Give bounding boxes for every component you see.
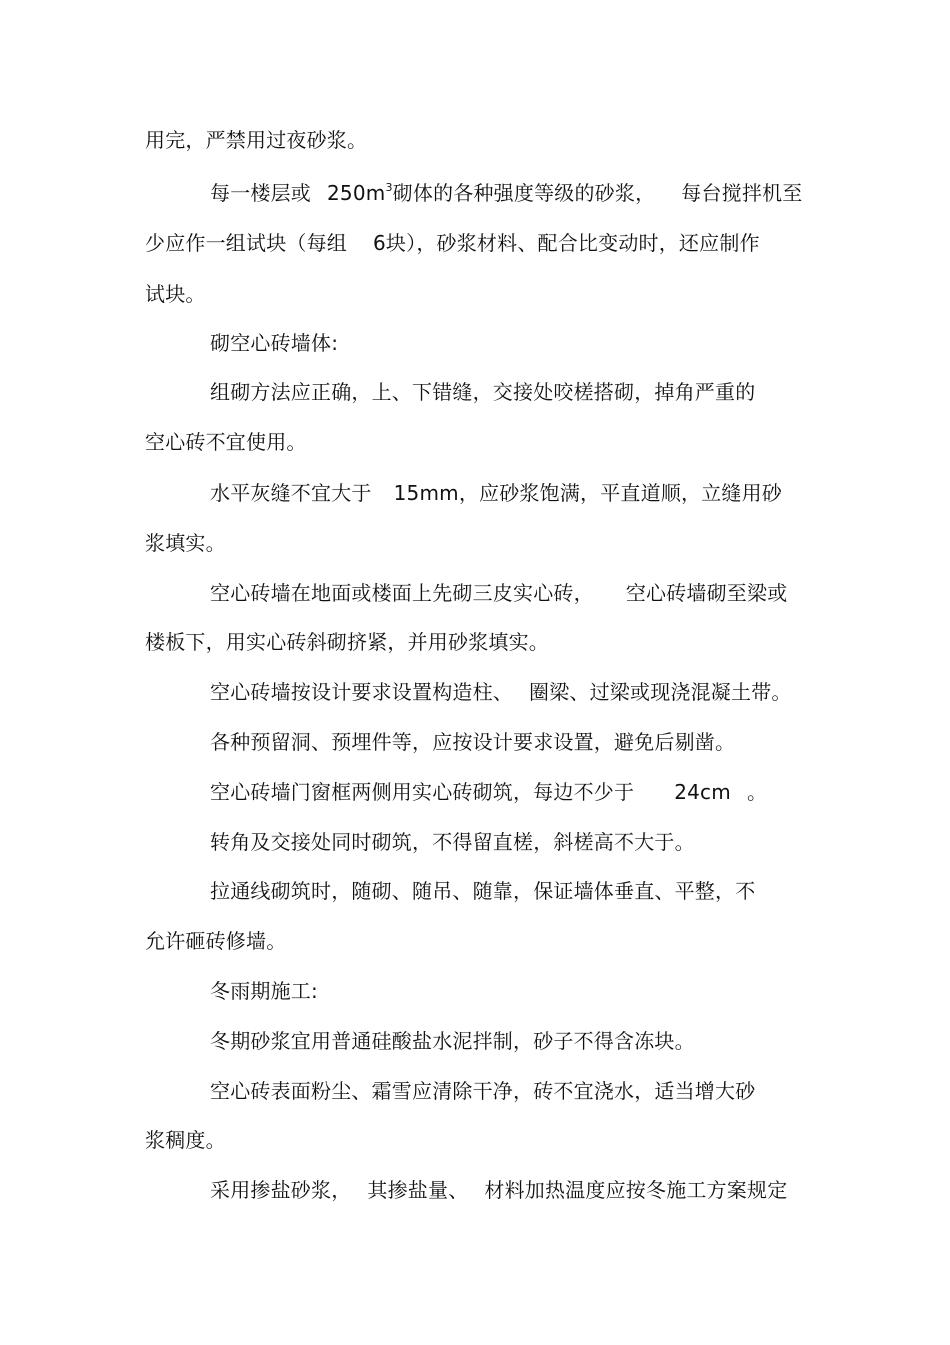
text-segment: 组砌方法应正确，上、下错缝，交接处咬槎搭砌，掉角严重的	[210, 380, 756, 404]
text-segment: 楼板下，用实心砖斜砌挤紧，并用砂浆填实。	[145, 630, 549, 654]
text-segment: 用完，严禁用过夜砂浆。	[145, 128, 368, 152]
text-segment: 砌空心砖墙体:	[210, 331, 339, 355]
text-segment: 250m	[327, 181, 386, 205]
text-segment: 材料加热温度应按冬施工方案规定	[484, 1178, 788, 1202]
section-heading	[210, 978, 318, 1004]
text-segment: 每台搅拌机至	[681, 181, 803, 205]
text-line	[145, 530, 226, 556]
text-segment: 试块。	[145, 282, 206, 306]
text-segment: 空心砖墙在地面或楼面上先砌三皮实心砖，	[210, 581, 594, 605]
text-line	[210, 878, 755, 904]
text-segment: 浆填实。	[145, 531, 226, 555]
text-line	[210, 1028, 695, 1054]
text-segment: 冬雨期施工:	[210, 979, 318, 1003]
text-line	[210, 379, 755, 405]
text-line	[145, 1127, 226, 1153]
text-line	[210, 180, 802, 206]
text-line	[210, 829, 695, 855]
text-segment: 砌体的各种强度等级的砂浆，	[392, 181, 656, 205]
text-line	[145, 429, 307, 455]
text-line	[145, 281, 206, 307]
text-segment: 圈梁、过梁或现浇混凝土带。	[529, 680, 792, 704]
text-segment: 拉通线砌筑时，随砌、随吊、随靠，保证墙体垂直、平整，不	[210, 879, 756, 903]
section-heading	[210, 330, 338, 356]
text-segment: 各种预留洞、预埋件等，应按设计要求设置，避免后剔凿。	[210, 730, 736, 754]
text-segment: 空心砖墙按设计要求设置构造柱、	[210, 680, 513, 704]
text-segment: 15mm，应砂浆饱满，平直道顺，立缝用砂	[393, 481, 783, 505]
text-segment: 6块），砂浆材料、配合比变动时，还应制作	[373, 231, 760, 255]
text-segment: 。	[746, 780, 768, 804]
text-segment: 允许砸砖修墙。	[145, 929, 287, 953]
text-line	[210, 1078, 755, 1104]
text-segment: 空心砖不宜使用。	[145, 430, 307, 454]
text-segment: 空心砖墙门窗框两侧用实心砖砌筑，每边不少于	[210, 780, 635, 804]
text-segment: 水平灰缝不宜大于	[210, 481, 372, 505]
text-segment: 冬期砂浆宜用普通硅酸盐水泥拌制，砂子不得含冻块。	[210, 1029, 695, 1053]
text-segment: 24cm	[674, 780, 731, 804]
text-segment: 转角及交接处同时砌筑，不得留直槎，斜槎高不大于。	[210, 830, 695, 854]
text-line	[145, 230, 760, 256]
text-line	[210, 580, 787, 606]
text-line	[210, 779, 767, 805]
text-segment: 每一楼层或	[210, 181, 311, 205]
text-line	[145, 127, 367, 153]
text-segment: 少应作一组试块（每组	[145, 231, 347, 255]
text-segment: 空心砖墙砌至梁或	[625, 581, 788, 605]
text-line	[145, 629, 549, 655]
text-segment: 浆稠度。	[145, 1128, 226, 1152]
text-line	[210, 480, 782, 506]
text-segment: 空心砖表面粉尘、霜雪应清除干净，砖不宜浇水，适当增大砂	[210, 1079, 756, 1103]
text-line	[145, 928, 286, 954]
text-line	[210, 729, 735, 755]
text-line	[210, 679, 792, 705]
text-line	[210, 1177, 787, 1203]
superscript: 3	[385, 181, 393, 194]
text-segment: 其掺盐量、	[367, 1178, 469, 1202]
text-segment: 采用掺盐砂浆，	[210, 1178, 352, 1202]
